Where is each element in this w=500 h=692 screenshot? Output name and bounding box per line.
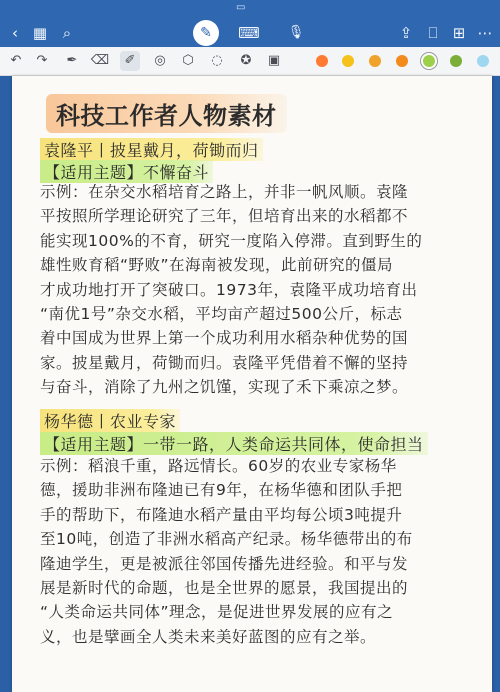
status-bar-icon: ▭ <box>236 2 246 13</box>
color-swatch-light-green[interactable] <box>423 55 435 67</box>
text-line: 示例：在杂交水稻培育之路上，并非一帆风顺。袁隆 <box>40 183 409 201</box>
color-swatch-orange-red[interactable] <box>316 55 328 67</box>
color-swatch-amber[interactable] <box>369 55 381 67</box>
text-line: 雄性败育稻“野败”在海南被发现，此前研究的僵局 <box>40 256 394 275</box>
color-swatch-orange[interactable] <box>396 55 408 67</box>
back-icon[interactable]: ‹ <box>12 24 18 42</box>
export-icon[interactable]: ⇪ <box>399 24 413 42</box>
sticker-tool-icon[interactable]: ✪ <box>240 53 252 68</box>
color-swatch-yellow[interactable] <box>342 55 354 67</box>
top-app-bar <box>0 0 500 47</box>
more-options-icon[interactable]: ⋯ <box>477 24 493 42</box>
text-line: 着中国成为世界上第一个成功利用水稻杂种优势的国 <box>40 329 409 348</box>
section2-heading: 杨华德丨农业专家 <box>40 409 180 432</box>
redo-icon[interactable]: ↷ <box>36 53 48 68</box>
grid-view-icon[interactable]: ▦ <box>32 24 48 42</box>
text-line: 义，也是擘画全人类未来美好蓝图的应有之举。 <box>40 627 377 646</box>
text-line: “南优1号”杂交水稻，平均亩产超过500公斤，标志 <box>40 305 403 324</box>
note-page[interactable] <box>12 76 492 692</box>
search-icon[interactable]: ⌕ <box>62 24 72 42</box>
shape-tool-icon[interactable]: ◎ <box>154 53 166 68</box>
add-page-icon[interactable]: ⊞ <box>452 24 466 42</box>
text-line: 手的帮助下，布隆迪水稻产量由平均每公顷3吨提升 <box>40 505 403 524</box>
section2-body <box>40 454 472 649</box>
text-line: 与奋斗，消除了九州之饥馑，实现了禾下乘凉之梦。 <box>40 378 409 397</box>
section1-body <box>40 180 472 400</box>
pen-mode-icon[interactable]: ✎ <box>193 20 219 46</box>
section2-topic: 【适用主题】一带一路，人类命运共同体，使命担当 <box>40 432 428 455</box>
eraser-tool-icon[interactable]: ⌫ <box>90 53 110 68</box>
text-line: 平按照所学理论研究了三年，但培育出来的水稻都不 <box>40 207 409 226</box>
image-tool-icon[interactable]: ▣ <box>267 53 281 68</box>
text-line: 示例：稻浪千重，路远情长。60岁的农业专家杨华 <box>40 457 397 475</box>
microphone-icon[interactable]: 🎙 <box>287 25 305 40</box>
section1-heading: 袁隆平丨披星戴月，荷锄而归 <box>40 138 263 161</box>
text-line: 能实现100%的不育，研究一度陷入停滞。直到野生的 <box>40 231 423 250</box>
section1-topic: 【适用主题】不懈奋斗 <box>40 160 213 183</box>
pen-tool-icon[interactable]: ✒ <box>66 53 78 68</box>
lasso-tool-icon[interactable]: ◌ <box>211 53 223 68</box>
drawing-toolbar <box>0 47 500 76</box>
page-title: 科技工作者人物素材 <box>46 94 287 133</box>
undo-icon[interactable]: ↶ <box>10 53 22 68</box>
shapes-tool-icon[interactable]: ⬡ <box>182 53 194 68</box>
text-line: 才成功地打开了突破口。1973年，袁隆平成功培育出 <box>40 280 418 299</box>
text-line: 至10吨，创造了非洲水稻高产纪录。杨华德带出的布 <box>40 530 413 549</box>
highlighter-tool-icon[interactable]: ✐ <box>120 51 140 71</box>
text-line: 家。披星戴月，荷锄而归。袁隆平凭借着不懈的坚持 <box>40 353 409 372</box>
color-swatch-light-blue[interactable] <box>477 55 489 67</box>
text-line: “人类命运共同体”理念，是促进世界发展的应有之 <box>40 603 394 622</box>
text-line: 隆迪学生，更是被派往邻国传播先进经验。和平与发 <box>40 554 409 573</box>
bookmark-icon[interactable]: ⎕ <box>428 24 438 42</box>
color-swatch-green[interactable] <box>450 55 462 67</box>
text-line: 展是新时代的命题，也是全世界的愿景，我国提出的 <box>40 579 409 598</box>
text-line: 德，援助非洲布隆迪已有9年，在杨华德和团队手把 <box>40 481 403 500</box>
keyboard-icon[interactable]: ⌨ <box>238 24 260 42</box>
